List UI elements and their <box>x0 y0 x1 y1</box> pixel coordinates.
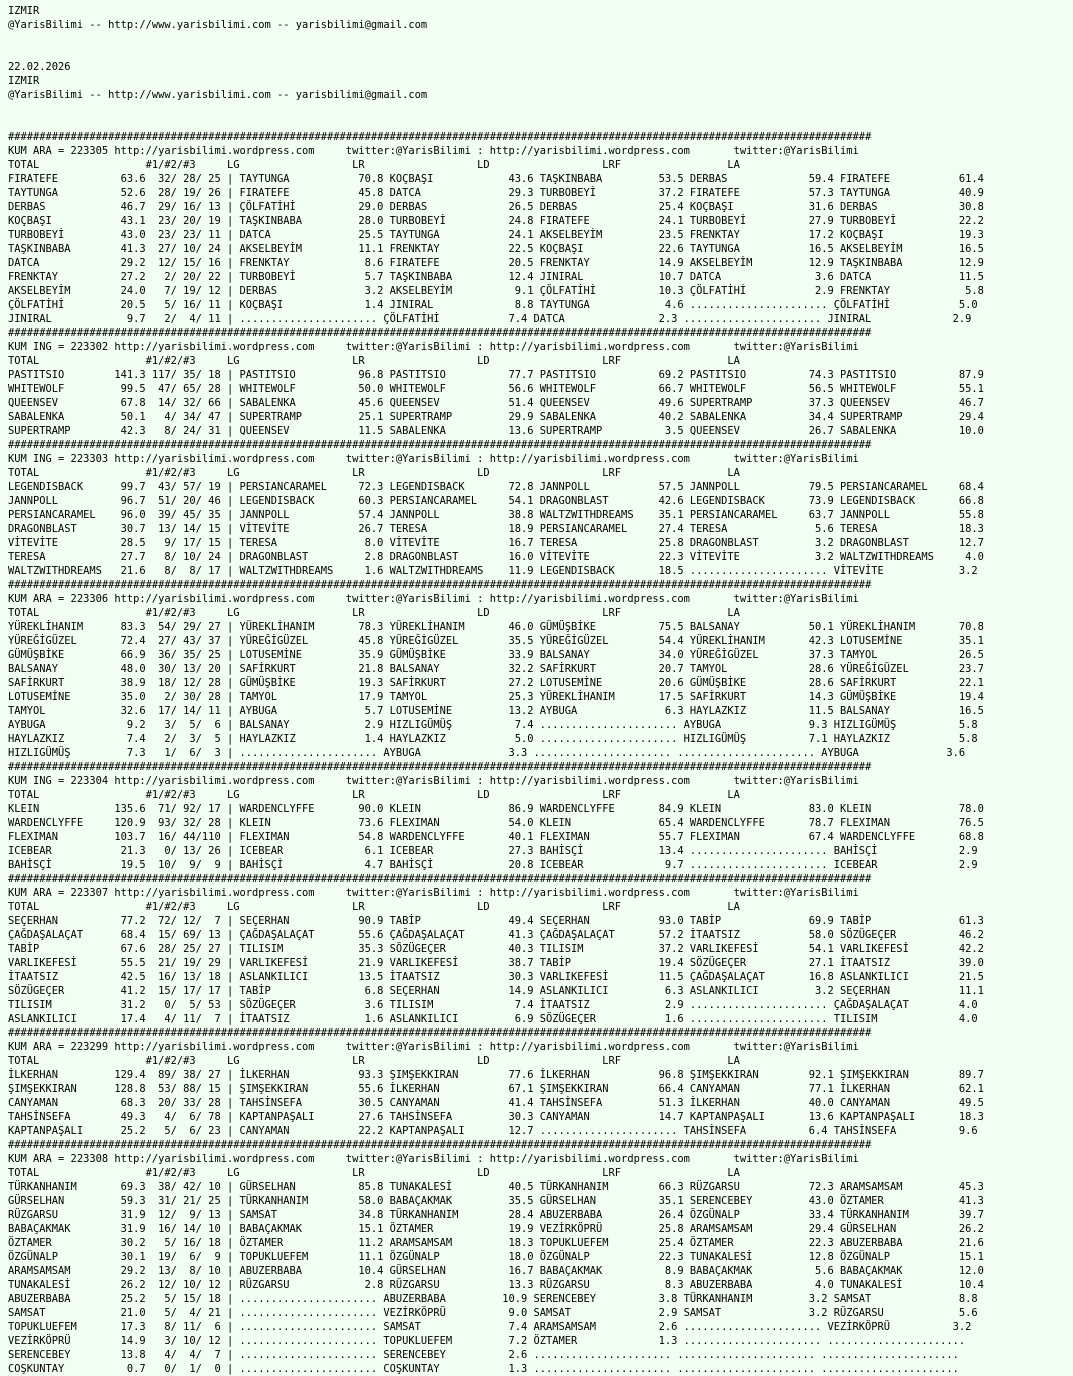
header-line: @YarisBilimi -- http://www.yarisbilimi.com -- yarisbilimi@gmail.com <box>8 89 428 101</box>
table-row: VEZİRKÖPRÜ 14.9 3/ 10/ 12 | ...................... TOPUKLUEFEM 7.2 ÖZTAMER 1.3 ...................... ...................... <box>8 1335 966 1347</box>
table-row: YÜREKLİHANIM 83.3 54/ 29/ 27 | YÜREKLİHANIM 78.3 YÜREKLİHANIM 46.0 GÜMÜŞBİKE 75.5 BALSANAY 50.1 YÜREKLİHANIM 70.8 <box>8 621 984 633</box>
race-title: KUM ARA = 223305 http://yarisbilimi.wordpress.com twitter:@YarisBilimi : http://yarisbilimi.wordpress.com twitter:@YarisBilimi <box>8 145 859 157</box>
table-row: ASLANKILICI 17.4 4/ 11/ 7 | İTAATSIZ 1.6 ASLANKILICI 6.9 SÖZÜGEÇER 1.6 ...................... TILISIM 4.0 <box>8 1013 978 1025</box>
separator-line: ########################################################################################################################################## <box>8 579 872 591</box>
table-row: İLKERHAN 129.4 89/ 38/ 27 | İLKERHAN 93.3 ŞIMŞEKKIRAN 77.6 İLKERHAN 96.8 ŞIMŞEKKIRAN 92.1 ŞIMŞEKKIRAN 89.7 <box>8 1069 984 1081</box>
column-headers: TOTAL #1/#2/#3 LG LR LD LRF LA <box>8 467 740 479</box>
table-row: ARAMSAMSAM 29.2 13/ 8/ 10 | ABUZERBABA 10.4 GÜRSELHAN 16.7 BABAÇAKMAK 8.9 BABAÇAKMAK 5.6 BABAÇAKMAK 12.0 <box>8 1265 984 1277</box>
table-row: LOTUSEMİNE 35.0 2/ 30/ 28 | TAMYOL 17.9 TAMYOL 25.3 YÜREKLİHANIM 17.5 SAFİRKURT 14.3 GÜMÜŞBİKE 19.4 <box>8 691 984 703</box>
table-row: COŞKUNTAY 0.7 0/ 1/ 0 | ...................... COŞKUNTAY 1.3 ...................... ...................... ...................... <box>8 1363 959 1375</box>
separator-line: ########################################################################################################################################## <box>8 873 872 885</box>
table-row: BABAÇAKMAK 31.9 16/ 14/ 10 | BABAÇAKMAK 15.1 ÖZTAMER 19.9 VEZİRKÖPRÜ 25.8 ARAMSAMSAM 29.4 GÜRSELHAN 26.2 <box>8 1223 984 1235</box>
column-headers: TOTAL #1/#2/#3 LG LR LD LRF LA <box>8 159 740 171</box>
table-row: VİTEVİTE 28.5 9/ 17/ 15 | TERESA 8.0 VİTEVİTE 16.7 TERESA 25.8 DRAGONBLAST 3.2 DRAGONBLAST 12.7 <box>8 537 984 549</box>
table-row: WHITEWOLF 99.5 47/ 65/ 28 | WHITEWOLF 50.0 WHITEWOLF 56.6 WHITEWOLF 66.7 WHITEWOLF 56.5 WHITEWOLF 55.1 <box>8 383 984 395</box>
separator-line: ########################################################################################################################################## <box>8 761 872 773</box>
table-row: TAYTUNGA 52.6 28/ 19/ 26 | FIRATEFE 45.8 DATCA 29.3 TURBOBEYİ 37.2 FIRATEFE 57.3 TAYTUNGA 40.9 <box>8 187 984 199</box>
column-headers: TOTAL #1/#2/#3 LG LR LD LRF LA <box>8 901 740 913</box>
column-headers: TOTAL #1/#2/#3 LG LR LD LRF LA <box>8 1055 740 1067</box>
table-row: HAYLAZKIZ 7.4 2/ 3/ 5 | HAYLAZKIZ 1.4 HAYLAZKIZ 5.0 ...................... HIZLIGÜMÜŞ 7.1 HAYLAZKIZ 5.8 <box>8 733 978 745</box>
header-line: @YarisBilimi -- http://www.yarisbilimi.com -- yarisbilimi@gmail.com <box>8 19 428 31</box>
race-title: KUM ARA = 223306 http://yarisbilimi.wordpress.com twitter:@YarisBilimi : http://yarisbilimi.wordpress.com twitter:@YarisBilimi <box>8 593 859 605</box>
table-row: AYBUGA 9.2 3/ 5/ 6 | BALSANAY 2.9 HIZLIGÜMÜŞ 7.4 ...................... AYBUGA 9.3 HIZLIGÜMÜŞ 5.8 <box>8 719 978 731</box>
table-row: PASTITSIO 141.3 117/ 35/ 18 | PASTITSIO 96.8 PASTITSIO 77.7 PASTITSIO 69.2 PASTITSIO 74.3 PASTITSIO 87.9 <box>8 369 984 381</box>
table-row: HIZLIGÜMÜŞ 7.3 1/ 6/ 3 | ...................... AYBUGA 3.3 ...................... ...................... AYBUGA 3.6 <box>8 747 966 759</box>
table-row: YÜREĞİGÜZEL 72.4 27/ 43/ 37 | YÜREĞİGÜZEL 45.8 YÜREĞİGÜZEL 35.5 YÜREĞİGÜZEL 54.4 YÜREKLİHANIM 42.3 LOTUSEMİNE 35.1 <box>8 635 984 647</box>
table-row: QUEENSEV 67.8 14/ 32/ 66 | SABALENKA 45.6 QUEENSEV 51.4 QUEENSEV 49.6 SUPERTRAMP 37.3 QUEENSEV 46.7 <box>8 397 984 409</box>
table-row: ŞIMŞEKKIRAN 128.8 53/ 88/ 15 | ŞIMŞEKKIRAN 55.6 İLKERHAN 67.1 ŞIMŞEKKIRAN 66.4 CANYAMAN 77.1 İLKERHAN 62.1 <box>8 1083 984 1095</box>
table-row: SUPERTRAMP 42.3 8/ 24/ 31 | QUEENSEV 11.5 SABALENKA 13.6 SUPERTRAMP 3.5 QUEENSEV 26.7 SABALENKA 10.0 <box>8 425 984 437</box>
table-row: TUNAKALESİ 26.2 12/ 10/ 12 | RÜZGARSU 2.8 RÜZGARSU 13.3 RÜZGARSU 8.3 ABUZERBABA 4.0 TUNAKALESİ 10.4 <box>8 1279 984 1291</box>
table-row: DERBAS 46.7 29/ 16/ 13 | ÇÖLFATİHİ 29.0 DERBAS 26.5 DERBAS 25.4 KOÇBAŞI 31.6 DERBAS 30.8 <box>8 201 984 213</box>
table-row: ÇÖLFATİHİ 20.5 5/ 16/ 11 | KOÇBAŞI 1.4 JINIRAL 8.8 TAYTUNGA 4.6 ...................... ÇÖLFATİHİ 5.0 <box>8 299 978 311</box>
table-row: TAHSİNSEFA 49.3 4/ 6/ 78 | KAPTANPAŞALI 27.6 TAHSİNSEFA 30.3 CANYAMAN 14.7 KAPTANPAŞALI 13.6 KAPTANPAŞALI 18.3 <box>8 1111 984 1123</box>
table-row: LEGENDISBACK 99.7 43/ 57/ 19 | PERSIANCARAMEL 72.3 LEGENDISBACK 72.8 JANNPOLL 57.5 JANNPOLL 79.5 PERSIANCARAMEL 68.4 <box>8 481 984 493</box>
table-row: SÖZÜGEÇER 41.2 15/ 17/ 17 | TABİP 6.8 SEÇERHAN 14.9 ASLANKILICI 6.3 ASLANKILICI 3.2 SEÇERHAN 11.1 <box>8 985 984 997</box>
header-line: 22.02.2026 <box>8 61 71 73</box>
table-row: TAMYOL 32.6 17/ 14/ 11 | AYBUGA 5.7 LOTUSEMİNE 13.2 AYBUGA 6.3 HAYLAZKIZ 11.5 BALSANAY 16.5 <box>8 705 984 717</box>
race-title: KUM ARA = 223299 http://yarisbilimi.wordpress.com twitter:@YarisBilimi : http://yarisbilimi.wordpress.com twitter:@YarisBilimi <box>8 1041 859 1053</box>
table-row: AKSELBEYİM 24.0 7/ 19/ 12 | DERBAS 3.2 AKSELBEYİM 9.1 ÇÖLFATİHİ 10.3 ÇÖLFATİHİ 2.9 FRENKTAY 5.8 <box>8 285 984 297</box>
table-row: TABİP 67.6 28/ 25/ 27 | TILISIM 35.3 SÖZÜGEÇER 40.3 TILISIM 37.2 VARLIKEFESİ 54.1 VARLIKEFESİ 42.2 <box>8 943 984 955</box>
race-title: KUM ING = 223304 http://yarisbilimi.wordpress.com twitter:@YarisBilimi : http://yarisbilimi.wordpress.com twitter:@YarisBilimi <box>8 775 859 787</box>
table-row: TILISIM 31.2 0/ 5/ 53 | SÖZÜGEÇER 3.6 TILISIM 7.4 İTAATSIZ 2.9 ...................... ÇAĞDAŞALAÇAT 4.0 <box>8 999 978 1011</box>
table-row: SAFİRKURT 38.9 18/ 12/ 28 | GÜMÜŞBİKE 19.3 SAFİRKURT 27.2 LOTUSEMİNE 20.6 GÜMÜŞBİKE 28.6 SAFİRKURT 22.1 <box>8 677 984 689</box>
table-row: İTAATSIZ 42.5 16/ 13/ 18 | ASLANKILICI 13.5 İTAATSIZ 30.3 VARLIKEFESİ 11.5 ÇAĞDAŞALAÇAT 16.8 ASLANKILICI 21.5 <box>8 971 984 983</box>
separator-line: ########################################################################################################################################## <box>8 1027 872 1039</box>
header-line: IZMIR <box>8 5 40 17</box>
table-row: WALTZWITHDREAMS 21.6 8/ 8/ 17 | WALTZWITHDREAMS 1.6 WALTZWITHDREAMS 11.9 LEGENDISBACK 18.5 ...................... VİTEVİTE 3.2 <box>8 565 978 577</box>
table-row: RÜZGARSU 31.9 12/ 9/ 13 | SAMSAT 34.8 TÜRKANHANIM 28.4 ABUZERBABA 26.4 ÖZGÜNALP 33.4 TÜRKANHANIM 39.7 <box>8 1209 984 1221</box>
table-row: JINIRAL 9.7 2/ 4/ 11 | ...................... ÇÖLFATİHİ 7.4 DATCA 2.3 ...................... JINIRAL 2.9 <box>8 313 972 325</box>
table-row: FIRATEFE 63.6 32/ 28/ 25 | TAYTUNGA 70.8 KOÇBAŞI 43.6 TAŞKINBABA 53.5 DERBAS 59.4 FIRATEFE 61.4 <box>8 173 984 185</box>
separator-line: ########################################################################################################################################## <box>8 439 872 451</box>
race-title: KUM ARA = 223307 http://yarisbilimi.wordpress.com twitter:@YarisBilimi : http://yarisbilimi.wordpress.com twitter:@YarisBilimi <box>8 887 859 899</box>
race-title: KUM ING = 223303 http://yarisbilimi.wordpress.com twitter:@YarisBilimi : http://yarisbilimi.wordpress.com twitter:@YarisBilimi <box>8 453 859 465</box>
table-row: ÇAĞDAŞALAÇAT 68.4 15/ 69/ 13 | ÇAĞDAŞALAÇAT 55.6 ÇAĞDAŞALAÇAT 41.3 ÇAĞDAŞALAÇAT 57.2 İTAATSIZ 58.0 SÖZÜGEÇER 46.2 <box>8 929 984 941</box>
table-row: TÜRKANHANIM 69.3 38/ 42/ 10 | GÜRSELHAN 85.8 TUNAKALESİ 40.5 TÜRKANHANIM 66.3 RÜZGARSU 72.3 ARAMSAMSAM 45.3 <box>8 1181 984 1193</box>
table-row: FRENKTAY 27.2 2/ 20/ 22 | TURBOBEYİ 5.7 TAŞKINBABA 12.4 JINIRAL 10.7 DATCA 3.6 DATCA 11.5 <box>8 271 984 283</box>
table-row: ICEBEAR 21.3 0/ 13/ 26 | ICEBEAR 6.1 ICEBEAR 27.3 BAHİSÇİ 13.4 ...................... BAHİSÇİ 2.9 <box>8 845 978 857</box>
race-title: KUM ING = 223302 http://yarisbilimi.wordpress.com twitter:@YarisBilimi : http://yarisbilimi.wordpress.com twitter:@YarisBilimi <box>8 341 859 353</box>
table-row: TERESA 27.7 8/ 10/ 24 | DRAGONBLAST 2.8 DRAGONBLAST 16.0 VİTEVİTE 22.3 VİTEVİTE 3.2 WALTZWITHDREAMS 4.0 <box>8 551 984 563</box>
table-row: JANNPOLL 96.7 51/ 20/ 46 | LEGENDISBACK 60.3 PERSIANCARAMEL 54.1 DRAGONBLAST 42.6 LEGENDISBACK 73.9 LEGENDISBACK 66.8 <box>8 495 984 507</box>
separator-line: ########################################################################################################################################## <box>8 131 872 143</box>
table-row: ABUZERBABA 25.2 5/ 15/ 18 | ...................... ABUZERBABA 10.9 SERENCEBEY 3.8 TÜRKANHANIM 3.2 SAMSAT 8.8 <box>8 1293 978 1305</box>
table-row: CANYAMAN 68.3 20/ 33/ 28 | TAHSİNSEFA 30.5 CANYAMAN 41.4 TAHSİNSEFA 51.3 İLKERHAN 40.0 CANYAMAN 49.5 <box>8 1097 984 1109</box>
table-row: ÖZTAMER 30.2 5/ 16/ 18 | ÖZTAMER 11.2 ARAMSAMSAM 18.3 TOPUKLUEFEM 25.4 ÖZTAMER 22.3 ABUZERBABA 21.6 <box>8 1237 984 1249</box>
table-row: GÜRSELHAN 59.3 31/ 21/ 25 | TÜRKANHANIM 58.0 BABAÇAKMAK 35.5 GÜRSELHAN 35.1 SERENCEBEY 43.0 ÖZTAMER 41.3 <box>8 1195 984 1207</box>
column-headers: TOTAL #1/#2/#3 LG LR LD LRF LA <box>8 789 740 801</box>
table-row: BALSANAY 48.0 30/ 13/ 20 | SAFİRKURT 21.8 BALSANAY 32.2 SAFİRKURT 20.7 TAMYOL 28.6 YÜREĞİGÜZEL 23.7 <box>8 663 984 675</box>
table-row: SERENCEBEY 13.8 4/ 4/ 7 | ...................... SERENCEBEY 2.6 ...................... ...................... ...................... <box>8 1349 959 1361</box>
table-row: TAŞKINBABA 41.3 27/ 10/ 24 | AKSELBEYİM 11.1 FRENKTAY 22.5 KOÇBAŞI 22.6 TAYTUNGA 16.5 AKSELBEYİM 16.5 <box>8 243 984 255</box>
table-row: KLEIN 135.6 71/ 92/ 17 | WARDENCLYFFE 90.0 KLEIN 86.9 WARDENCLYFFE 84.9 KLEIN 83.0 KLEIN 78.0 <box>8 803 984 815</box>
separator-line: ########################################################################################################################################## <box>8 327 872 339</box>
table-row: DRAGONBLAST 30.7 13/ 14/ 15 | VİTEVİTE 26.7 TERESA 18.9 PERSIANCARAMEL 27.4 TERESA 5.6 TERESA 18.3 <box>8 523 984 535</box>
table-row: KOÇBAŞI 43.1 23/ 20/ 19 | TAŞKINBABA 28.0 TURBOBEYİ 24.8 FIRATEFE 24.1 TURBOBEYİ 27.9 TURBOBEYİ 22.2 <box>8 215 984 227</box>
separator-line: ########################################################################################################################################## <box>8 1139 872 1151</box>
column-headers: TOTAL #1/#2/#3 LG LR LD LRF LA <box>8 355 740 367</box>
table-row: KAPTANPAŞALI 25.2 5/ 6/ 23 | CANYAMAN 22.2 KAPTANPAŞALI 12.7 ...................... TAHSİNSEFA 6.4 TAHSİNSEFA 9.6 <box>8 1125 978 1137</box>
table-row: SABALENKA 50.1 4/ 34/ 47 | SUPERTRAMP 25.1 SUPERTRAMP 29.9 SABALENKA 40.2 SABALENKA 34.4 SUPERTRAMP 29.4 <box>8 411 984 423</box>
table-row: PERSIANCARAMEL 96.0 39/ 45/ 35 | JANNPOLL 57.4 JANNPOLL 38.8 WALTZWITHDREAMS 35.1 PERSIANCARAMEL 63.7 JANNPOLL 55.8 <box>8 509 984 521</box>
column-headers: TOTAL #1/#2/#3 LG LR LD LRF LA <box>8 1167 740 1179</box>
race-title: KUM ARA = 223308 http://yarisbilimi.wordpress.com twitter:@YarisBilimi : http://yarisbilimi.wordpress.com twitter:@YarisBilimi <box>8 1153 859 1165</box>
table-row: ÖZGÜNALP 30.1 19/ 6/ 9 | TOPUKLUEFEM 11.1 ÖZGÜNALP 18.0 ÖZGÜNALP 22.3 TUNAKALESİ 12.8 ÖZGÜNALP 15.1 <box>8 1251 984 1263</box>
table-row: SAMSAT 21.0 5/ 4/ 21 | ...................... VEZİRKÖPRÜ 9.0 SAMSAT 2.9 SAMSAT 3.2 RÜZGARSU 5.6 <box>8 1307 978 1319</box>
table-row: TOPUKLUEFEM 17.3 8/ 11/ 6 | ...................... SAMSAT 7.4 ARAMSAMSAM 2.6 ...................... VEZİRKÖPRÜ 3.2 <box>8 1321 972 1333</box>
column-headers: TOTAL #1/#2/#3 LG LR LD LRF LA <box>8 607 740 619</box>
table-row: VARLIKEFESİ 55.5 21/ 19/ 29 | VARLIKEFESİ 21.9 VARLIKEFESİ 38.7 TABİP 19.4 SÖZÜGEÇER 27.1 İTAATSIZ 39.0 <box>8 957 984 969</box>
table-row: FLEXIMAN 103.7 16/ 44/110 | FLEXIMAN 54.8 WARDENCLYFFE 40.1 FLEXIMAN 55.7 FLEXIMAN 67.4 WARDENCLYFFE 68.8 <box>8 831 984 843</box>
table-row: DATCA 29.2 12/ 15/ 16 | FRENKTAY 8.6 FIRATEFE 20.5 FRENKTAY 14.9 AKSELBEYİM 12.9 TAŞKINBABA 12.9 <box>8 257 984 269</box>
table-row: BAHİSÇİ 19.5 10/ 9/ 9 | BAHİSÇİ 4.7 BAHİSÇİ 20.8 ICEBEAR 9.7 ...................... ICEBEAR 2.9 <box>8 859 978 871</box>
table-row: GÜMÜŞBİKE 66.9 36/ 35/ 25 | LOTUSEMİNE 35.9 GÜMÜŞBİKE 33.9 BALSANAY 34.0 YÜREĞİGÜZEL 37.3 TAMYOL 26.5 <box>8 649 984 661</box>
table-row: TURBOBEYİ 43.0 23/ 23/ 11 | DATCA 25.5 TAYTUNGA 24.1 AKSELBEYİM 23.5 FRENKTAY 17.2 KOÇBAŞI 19.3 <box>8 229 984 241</box>
header-line: IZMIR <box>8 75 40 87</box>
table-row: SEÇERHAN 77.2 72/ 12/ 7 | SEÇERHAN 90.9 TABİP 49.4 SEÇERHAN 93.0 TABİP 69.9 TABİP 61.3 <box>8 915 984 927</box>
table-row: WARDENCLYFFE 120.9 93/ 32/ 28 | KLEIN 73.6 FLEXIMAN 54.0 KLEIN 65.4 WARDENCLYFFE 78.7 FLEXIMAN 76.5 <box>8 817 984 829</box>
